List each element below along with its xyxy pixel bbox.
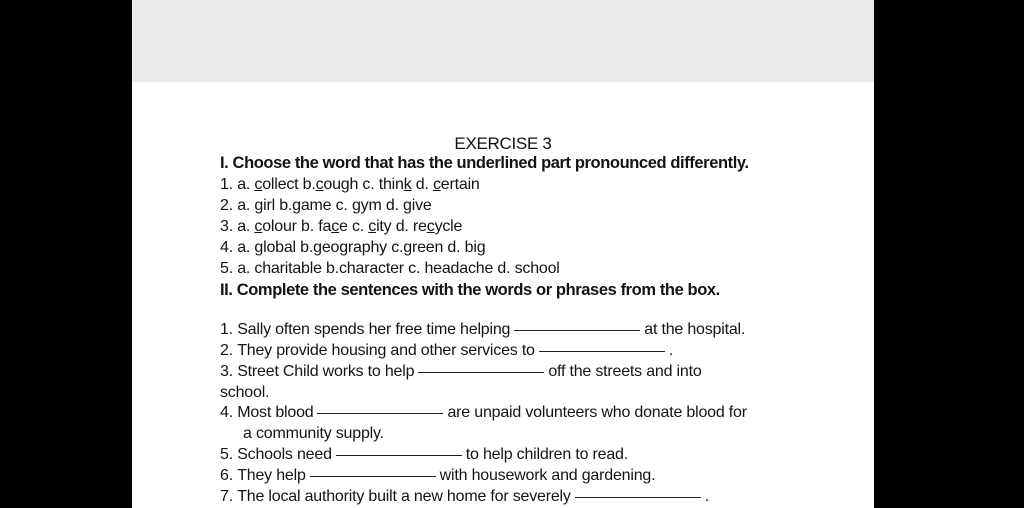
part2-sentence-1: 1. Sally often spends her free time helping at the hospital. <box>220 321 746 338</box>
part2-sentence-4: 4. Most blood are unpaid volunteers who donate blood for <box>220 404 747 421</box>
part2-sentence-2: 2. They provide housing and other services to . <box>220 342 674 359</box>
top-gray-band <box>132 0 874 82</box>
part1-item-4: 4. a. global b.geography c.green d. big <box>220 239 486 256</box>
part2-sentence-6: 6. They help with housework and gardening. <box>220 467 656 484</box>
answer-blank[interactable] <box>514 330 640 331</box>
part2-sentence-3: 3. Street Child works to help off the streets and into <box>220 363 702 380</box>
exercise-title: EXERCISE 3 <box>454 134 552 153</box>
part2-sentence-3-continued: school. <box>220 384 270 401</box>
part2-sentence-4-continued: a community supply. <box>243 425 384 442</box>
part2-heading: II. Complete the sentences with the words or phrases from the box. <box>220 281 720 299</box>
answer-blank[interactable] <box>336 455 462 456</box>
part2-sentence-7: 7. The local authority built a new home for severely . <box>220 488 709 505</box>
answer-blank[interactable] <box>317 413 443 414</box>
part1-item-1: 1. a. collect b.cough c. think d. certain <box>220 176 480 193</box>
part1-item-3: 3. a. colour b. face c. city d. recycle <box>220 218 463 235</box>
answer-blank[interactable] <box>418 372 544 373</box>
worksheet-page <box>132 0 874 508</box>
answer-blank[interactable] <box>575 497 701 498</box>
part1-item-2: 2. a. girl b.game c. gym d. give <box>220 197 432 214</box>
answer-blank[interactable] <box>539 351 665 352</box>
answer-blank[interactable] <box>310 476 436 477</box>
part2-sentence-5: 5. Schools need to help children to read. <box>220 446 628 463</box>
part1-heading: I. Choose the word that has the underlined part pronounced differently. <box>220 154 749 172</box>
part1-item-5: 5. a. charitable b.character c. headache d. school <box>220 260 560 277</box>
